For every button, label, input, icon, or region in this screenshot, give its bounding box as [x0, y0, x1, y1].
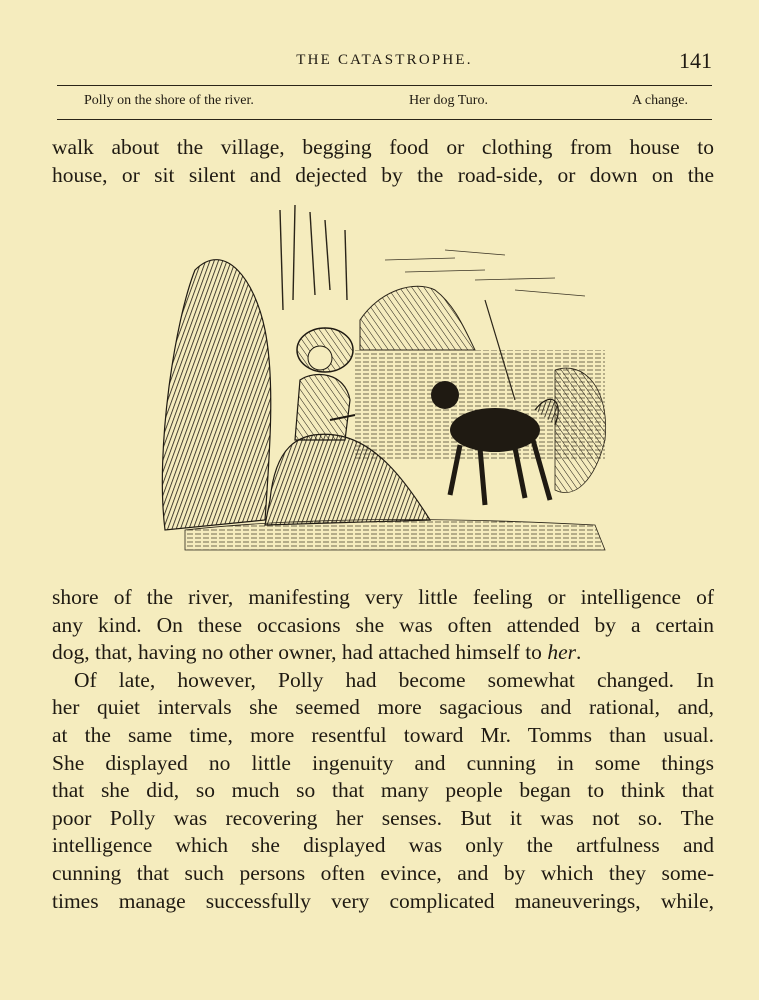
text-line: Of late, however, Polly had become somewhat changed. In [74, 667, 714, 692]
text-run: . [575, 640, 582, 665]
text-line: her quiet intervals she seemed more sagacious and rational, and, [52, 695, 714, 720]
text-line: that she did, so much so that many people began to think that [52, 778, 714, 803]
text-line: walk about the village, begging food or clothing from house to [52, 135, 714, 159]
subhead-right: A change. [632, 93, 688, 108]
header-rule-top [57, 85, 712, 86]
body-text-top [52, 134, 714, 189]
text-line: shore of the river, manifesting very little feeling or intelligence of [52, 585, 714, 609]
italic-word: her [547, 640, 576, 665]
text-line: times manage successfully very complicated maneuverings, while, [52, 888, 714, 913]
body-text-bottom [52, 584, 714, 915]
chapter-title: THE CATASTROPHE. [296, 52, 473, 68]
text-line: at the same time, more resentful toward Mr. Tomms than usual. [52, 722, 714, 747]
marginal-subheads [57, 93, 712, 115]
text-line: house, or sit silent and dejected by the road-side, or down on the [52, 162, 714, 187]
running-head [57, 50, 712, 74]
subhead-center: Her dog Turo. [409, 93, 488, 108]
page-number: 141 [679, 48, 712, 73]
header-rule-bottom [57, 119, 712, 120]
subhead-left: Polly on the shore of the river. [84, 93, 254, 108]
text-line: cunning that such persons often evince, and by which they some- [52, 860, 714, 885]
text-line [52, 639, 714, 667]
text-run: dog, that, having no other owner, had attached himself to [52, 640, 548, 665]
text-line: She displayed no little ingenuity and cunning in some things [52, 750, 714, 775]
text-line: intelligence which she displayed was only the artfulness and [52, 833, 714, 858]
text-line: any kind. On these occasions she was often attended by a certain [52, 612, 714, 637]
text-line: poor Polly was recovering her senses. But it was not so. The [52, 805, 714, 830]
engraving-illustration [155, 200, 615, 570]
